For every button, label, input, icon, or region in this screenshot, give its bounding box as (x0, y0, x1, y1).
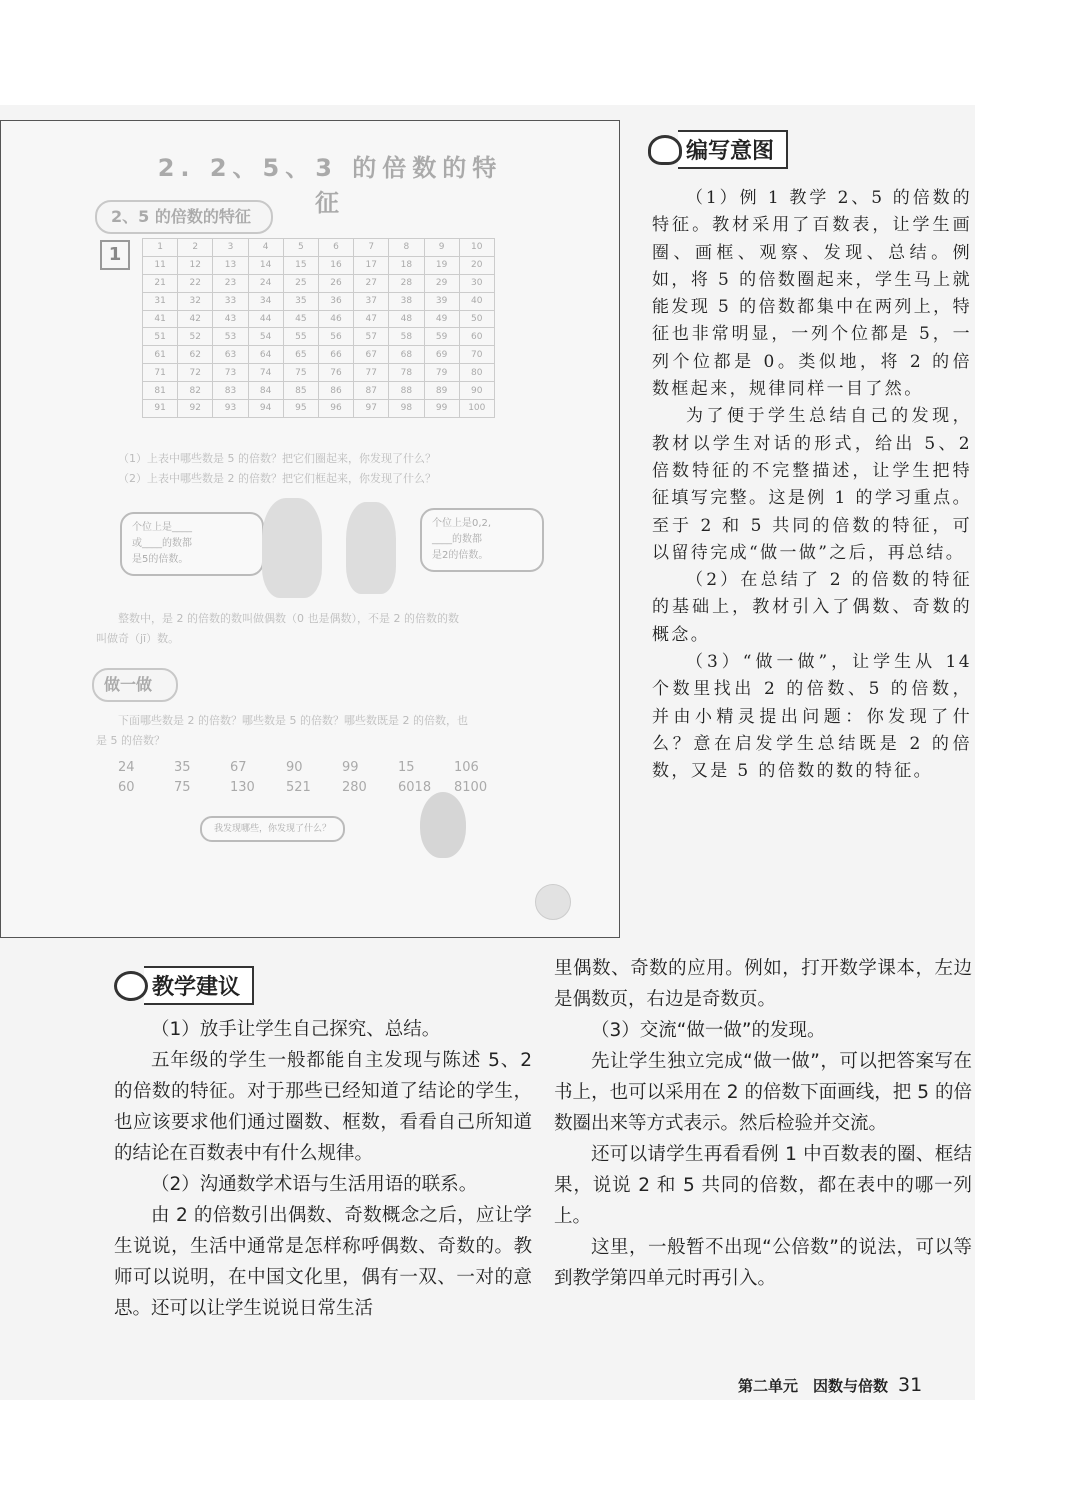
hundred-table-cell: 93 (213, 400, 248, 418)
hundred-table-cell: 56 (318, 328, 353, 346)
hundred-table-cell: 53 (213, 328, 248, 346)
intent-heading (648, 130, 788, 169)
hundred-table-cell: 25 (283, 274, 318, 292)
number-item: 106 (454, 760, 479, 775)
hundred-table-cell: 42 (178, 310, 213, 328)
textbook-subhead: 2、5 的倍数的特征 (95, 200, 273, 234)
hundred-table-cell: 13 (213, 256, 248, 274)
number-item: 8100 (454, 780, 488, 795)
question-2: （2）上表中哪些数是 2 的倍数？把它们框起来，你发现了什么？ (118, 472, 436, 485)
hundred-table-cell: 24 (248, 274, 283, 292)
even-definition-line-2: 叫做奇（jī）数。 (96, 632, 180, 645)
hundred-table-cell: 89 (424, 382, 459, 400)
hundred-table-cell: 50 (459, 310, 494, 328)
hundred-table-cell: 94 (248, 400, 283, 418)
hundred-table-cell: 60 (459, 328, 494, 346)
advice-paragraph: 五年级的学生一般都能自主发现与陈述 5、2 的倍数的特征。对于那些已经知道了结论的学生，也应该要求他们通过圈数、框数，看看自己所知道的结论在百数表中有什么规律。 (114, 1050, 532, 1164)
sprite-bubble: 我发现哪些，你发现了什么？ (200, 816, 345, 842)
open-book-icon (648, 135, 682, 165)
hundred-table-cell: 84 (248, 382, 283, 400)
hundred-table-row (143, 346, 495, 364)
hundred-table-cell: 22 (178, 274, 213, 292)
hundred-table-cell: 97 (354, 400, 389, 418)
hundred-table-row (143, 239, 495, 257)
advice-paragraph: （2）沟通数学术语与生活用语的联系。 (151, 1174, 478, 1195)
hundred-table-cell: 31 (143, 292, 178, 310)
hundred-table-cell: 35 (283, 292, 318, 310)
hundred-table-cell: 17 (354, 256, 389, 274)
hundred-table-cell: 3 (213, 239, 248, 257)
lightbulb-icon (114, 971, 148, 1001)
number-item: 24 (118, 760, 135, 775)
hundred-table-cell: 98 (389, 400, 424, 418)
hundred-table-cell: 65 (283, 346, 318, 364)
hundred-table-cell: 27 (354, 274, 389, 292)
hundred-table-cell: 33 (213, 292, 248, 310)
hundred-table-cell: 69 (424, 346, 459, 364)
hundred-table-cell: 59 (424, 328, 459, 346)
hundred-table-cell: 71 (143, 364, 178, 382)
hundred-table-cell: 99 (424, 400, 459, 418)
hundred-table-cell: 45 (283, 310, 318, 328)
hundred-table-cell: 38 (389, 292, 424, 310)
number-item: 75 (174, 780, 191, 795)
hundred-table-cell: 58 (389, 328, 424, 346)
hundred-table-row (143, 328, 495, 346)
hundred-table-cell: 52 (178, 328, 213, 346)
number-item: 130 (230, 780, 255, 795)
hundred-table-row (143, 400, 495, 418)
hundred-table-cell: 91 (143, 400, 178, 418)
hundred-table-cell: 67 (354, 346, 389, 364)
hundred-table-cell: 96 (318, 400, 353, 418)
hundred-table-cell: 32 (178, 292, 213, 310)
advice-heading (114, 966, 254, 1005)
advice-paragraph: （3）交流“做一做”的发现。 (591, 1020, 826, 1041)
hundred-table-cell: 28 (389, 274, 424, 292)
hundred-table-cell: 47 (354, 310, 389, 328)
hundred-table-cell: 61 (143, 346, 178, 364)
speech-bubble-right: 个位上是0,2, ____的数都 是2的倍数。 (420, 508, 544, 572)
number-item: 90 (286, 760, 303, 775)
advice-paragraph: 这里，一般暂不出现“公倍数”的说法，可以等到教学第四单元时再引入。 (554, 1237, 972, 1289)
hundred-table-cell: 82 (178, 382, 213, 400)
hundred-table-cell: 34 (248, 292, 283, 310)
hundred-table (142, 238, 495, 418)
practice-question-line-2: 是 5 的倍数？ (96, 734, 165, 747)
numbers-row-2 (118, 780, 510, 795)
hundred-table-cell: 48 (389, 310, 424, 328)
speech-bubble-left: 个位上是____ 或____的数都 是5的倍数。 (120, 512, 264, 576)
hundred-table-cell: 9 (424, 239, 459, 257)
hundred-table-cell: 80 (459, 364, 494, 382)
hundred-table-cell: 57 (354, 328, 389, 346)
sprite-illustration (420, 792, 466, 858)
hundred-table-cell: 23 (213, 274, 248, 292)
hundred-table-cell: 75 (283, 364, 318, 382)
hundred-table-cell: 83 (213, 382, 248, 400)
number-item: 6018 (398, 780, 432, 795)
hundred-table-cell: 63 (213, 346, 248, 364)
number-item: 521 (286, 780, 311, 795)
number-item: 15 (398, 760, 415, 775)
advice-heading-label: 教学建议 (144, 966, 254, 1005)
advice-continuation: 里偶数、奇数的应用。例如，打开数学课本，左边是偶数页，右边是奇数页。 (554, 958, 972, 1010)
hundred-table-cell: 44 (248, 310, 283, 328)
hundred-table-cell: 79 (424, 364, 459, 382)
hundred-table-cell: 90 (459, 382, 494, 400)
intent-paragraph: （2）在总结了 2 的倍数的特征的基础上，教材引入了偶数、奇数的概念。 (652, 570, 972, 645)
number-item: 67 (230, 760, 247, 775)
hundred-table-cell: 68 (389, 346, 424, 364)
hundred-table-cell: 46 (318, 310, 353, 328)
intent-heading-label: 编写意图 (678, 130, 788, 169)
hundred-table-cell: 7 (354, 239, 389, 257)
hundred-table-cell: 16 (318, 256, 353, 274)
hundred-table-cell: 54 (248, 328, 283, 346)
hundred-table-cell: 5 (283, 239, 318, 257)
number-item: 280 (342, 780, 367, 795)
advice-paragraph: 还可以请学生再看看例 1 中百数表的圈、框结果，说说 2 和 5 共同的倍数，都在表中的哪一列上。 (554, 1144, 972, 1227)
hundred-table-cell: 11 (143, 256, 178, 274)
advice-paragraph: 由 2 的倍数引出偶数、奇数概念之后，应让学生说说，生活中通常是怎样称呼偶数、奇数的。教师可以说明，在中国文化里，偶有一双、一对的意思。还可以让学生说说日常生活 (114, 1205, 532, 1319)
hundred-table-cell: 77 (354, 364, 389, 382)
hundred-table-row (143, 382, 495, 400)
hundred-table-cell: 18 (389, 256, 424, 274)
hundred-table-cell: 76 (318, 364, 353, 382)
hundred-table-cell: 21 (143, 274, 178, 292)
unit-title: 第二单元 因数与倍数 (738, 1377, 889, 1395)
page-number: 31 (898, 1374, 923, 1396)
hundred-table-cell: 19 (424, 256, 459, 274)
hundred-table-cell: 64 (248, 346, 283, 364)
question-1: （1）上表中哪些数是 5 的倍数？把它们圈起来，你发现了什么？ (118, 452, 436, 465)
intent-paragraph: （1）例 1 教学 2、5 的倍数的特征。教材采用了百数表，让学生画圈、画框、观察、发现、总结。例如，将 5 的倍数圈起来，学生马上就能发现 5 的倍数都集中在两列上，特征也非常明显，一列个位都是 5，一列个位都是 0。类似地，将 2 的倍数框起来，规律同样一目了然。 (652, 188, 972, 400)
advice-left-column (114, 1014, 532, 1324)
hundred-table-cell: 37 (354, 292, 389, 310)
textbook-page-circle (535, 884, 571, 920)
hundred-table-cell: 6 (318, 239, 353, 257)
even-definition-line-1: 整数中，是 2 的倍数的数叫做偶数（0 也是偶数），不是 2 的倍数的数 (118, 612, 459, 625)
hundred-table-cell: 20 (459, 256, 494, 274)
hundred-table-cell: 86 (318, 382, 353, 400)
intent-text (652, 185, 972, 786)
advice-paragraph: （1）放手让学生自己探究、总结。 (151, 1019, 441, 1040)
hundred-table-cell: 100 (459, 400, 494, 418)
hundred-table-cell: 72 (178, 364, 213, 382)
hundred-table-cell: 88 (389, 382, 424, 400)
hundred-table-row (143, 292, 495, 310)
hundred-table-cell: 66 (318, 346, 353, 364)
practice-label: 做一做 (92, 668, 178, 702)
hundred-table-cell: 73 (213, 364, 248, 382)
numbers-row-1 (118, 760, 510, 775)
hundred-table-cell: 78 (389, 364, 424, 382)
boy-illustration (346, 502, 396, 594)
hundred-table-cell: 74 (248, 364, 283, 382)
hundred-table-cell: 49 (424, 310, 459, 328)
hundred-table-cell: 14 (248, 256, 283, 274)
hundred-table-cell: 1 (143, 239, 178, 257)
hundred-table-cell: 26 (318, 274, 353, 292)
hundred-table-cell: 10 (459, 239, 494, 257)
hundred-table-cell: 41 (143, 310, 178, 328)
hundred-table-cell: 39 (424, 292, 459, 310)
hundred-table-cell: 51 (143, 328, 178, 346)
hundred-table-cell: 92 (178, 400, 213, 418)
number-item: 60 (118, 780, 135, 795)
hundred-table-cell: 8 (389, 239, 424, 257)
hundred-table-cell: 85 (283, 382, 318, 400)
number-item: 35 (174, 760, 191, 775)
hundred-table-cell: 4 (248, 239, 283, 257)
girl-illustration (262, 498, 322, 598)
example-number: 1 (100, 240, 130, 270)
hundred-table-cell: 81 (143, 382, 178, 400)
textbook-title: 2. 2、5、3 的倍数的特征 (157, 154, 503, 217)
hundred-table-cell: 40 (459, 292, 494, 310)
intent-paragraph: （3）“做一做”，让学生从 14 个数里找出 2 的倍数、5 的倍数，并由小精灵提出问题：你发现了什么？意在启发学生总结既是 2 的倍数，又是 5 的倍数的数的特征。 (652, 652, 972, 782)
hundred-table-cell: 2 (178, 239, 213, 257)
intent-paragraph: 为了便于学生总结自己的发现，教材以学生对话的形式，给出 5、2 倍数特征的不完整描述，让学生把特征填写完整。这是例 1 的学习重点。至于 2 和 5 共同的倍数的特征，可以留待完成“做一做”之后，再总结。 (652, 406, 972, 563)
hundred-table-cell: 36 (318, 292, 353, 310)
hundred-table-row (143, 256, 495, 274)
hundred-table-row (143, 364, 495, 382)
hundred-table-cell: 15 (283, 256, 318, 274)
advice-paragraph: 先让学生独立完成“做一做”，可以把答案写在书上，也可以采用在 2 的倍数下面画线，把 5 的倍数圈出来等方式表示。然后检验并交流。 (554, 1051, 972, 1134)
hundred-table-cell: 12 (178, 256, 213, 274)
page-footer (738, 1374, 922, 1396)
hundred-table-cell: 30 (459, 274, 494, 292)
practice-question-line-1: 下面哪些数是 2 的倍数？哪些数是 5 的倍数？哪些数既是 2 的倍数，也 (118, 714, 468, 727)
number-item: 99 (342, 760, 359, 775)
hundred-table-cell: 70 (459, 346, 494, 364)
advice-right-column (554, 953, 972, 1294)
hundred-table-cell: 62 (178, 346, 213, 364)
hundred-table-cell: 29 (424, 274, 459, 292)
hundred-table-cell: 95 (283, 400, 318, 418)
hundred-table-row (143, 274, 495, 292)
hundred-table-cell: 43 (213, 310, 248, 328)
hundred-table-row (143, 310, 495, 328)
hundred-table-cell: 55 (283, 328, 318, 346)
hundred-table-cell: 87 (354, 382, 389, 400)
